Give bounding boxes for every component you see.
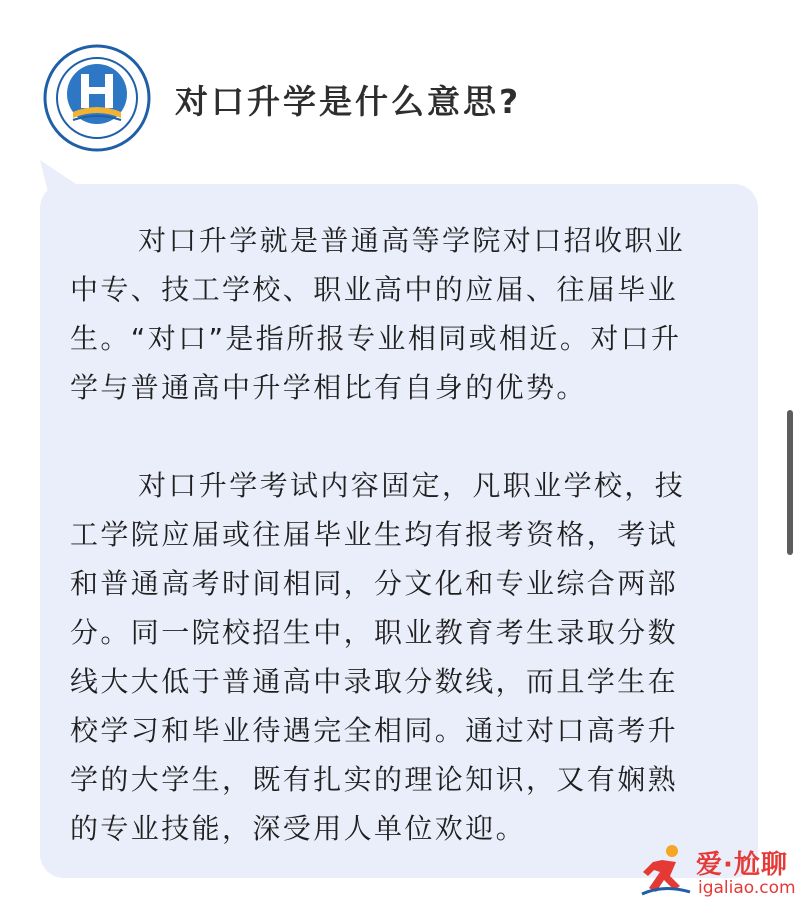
header	[0, 0, 800, 170]
watermark-url: igaliao.com	[698, 878, 796, 898]
paragraph-line: 工学院应届或往届毕业生均有报考资格，考试	[70, 518, 679, 551]
watermark	[640, 838, 800, 904]
paragraph-line: 学的大学生，既有扎实的理论知识，又有娴熟	[70, 763, 679, 796]
paragraph-line: 和普通高考时间相同，分文化和专业综合两部	[70, 567, 679, 600]
paragraph-line: 的专业技能，深受用人单位欢迎。	[70, 812, 527, 845]
scrollbar-thumb[interactable]	[787, 410, 793, 555]
page-title: 对口升学是什么意思?	[175, 82, 522, 121]
paragraph-line: 学与普通高中升学相比有自身的优势。	[70, 371, 587, 404]
paragraph-line: 校学习和毕业待遇完全相同。通过对口高考升	[70, 714, 679, 747]
paragraph-line: 对口升学就是普通高等学院对口招收职业	[138, 224, 686, 257]
paragraph-line: 线大大低于普通高中录取分数线，而且学生在	[70, 665, 679, 698]
school-logo	[43, 44, 151, 152]
paragraph-2	[70, 461, 730, 853]
runner-logo-icon	[640, 842, 692, 898]
paragraph-line: 中专、技工学校、职业高中的应届、往届毕业	[70, 273, 679, 306]
watermark-brand: 爱·尬聊	[696, 850, 788, 880]
paragraph-line: 对口升学考试内容固定，凡职业学校，技	[138, 469, 686, 502]
paragraph-line: 分。同一院校招生中，职业教育考生录取分数	[70, 616, 679, 649]
paragraph-line: 生。“对口”是指所报专业相同或相近。对口升	[70, 322, 682, 355]
paragraph-1	[70, 216, 730, 412]
